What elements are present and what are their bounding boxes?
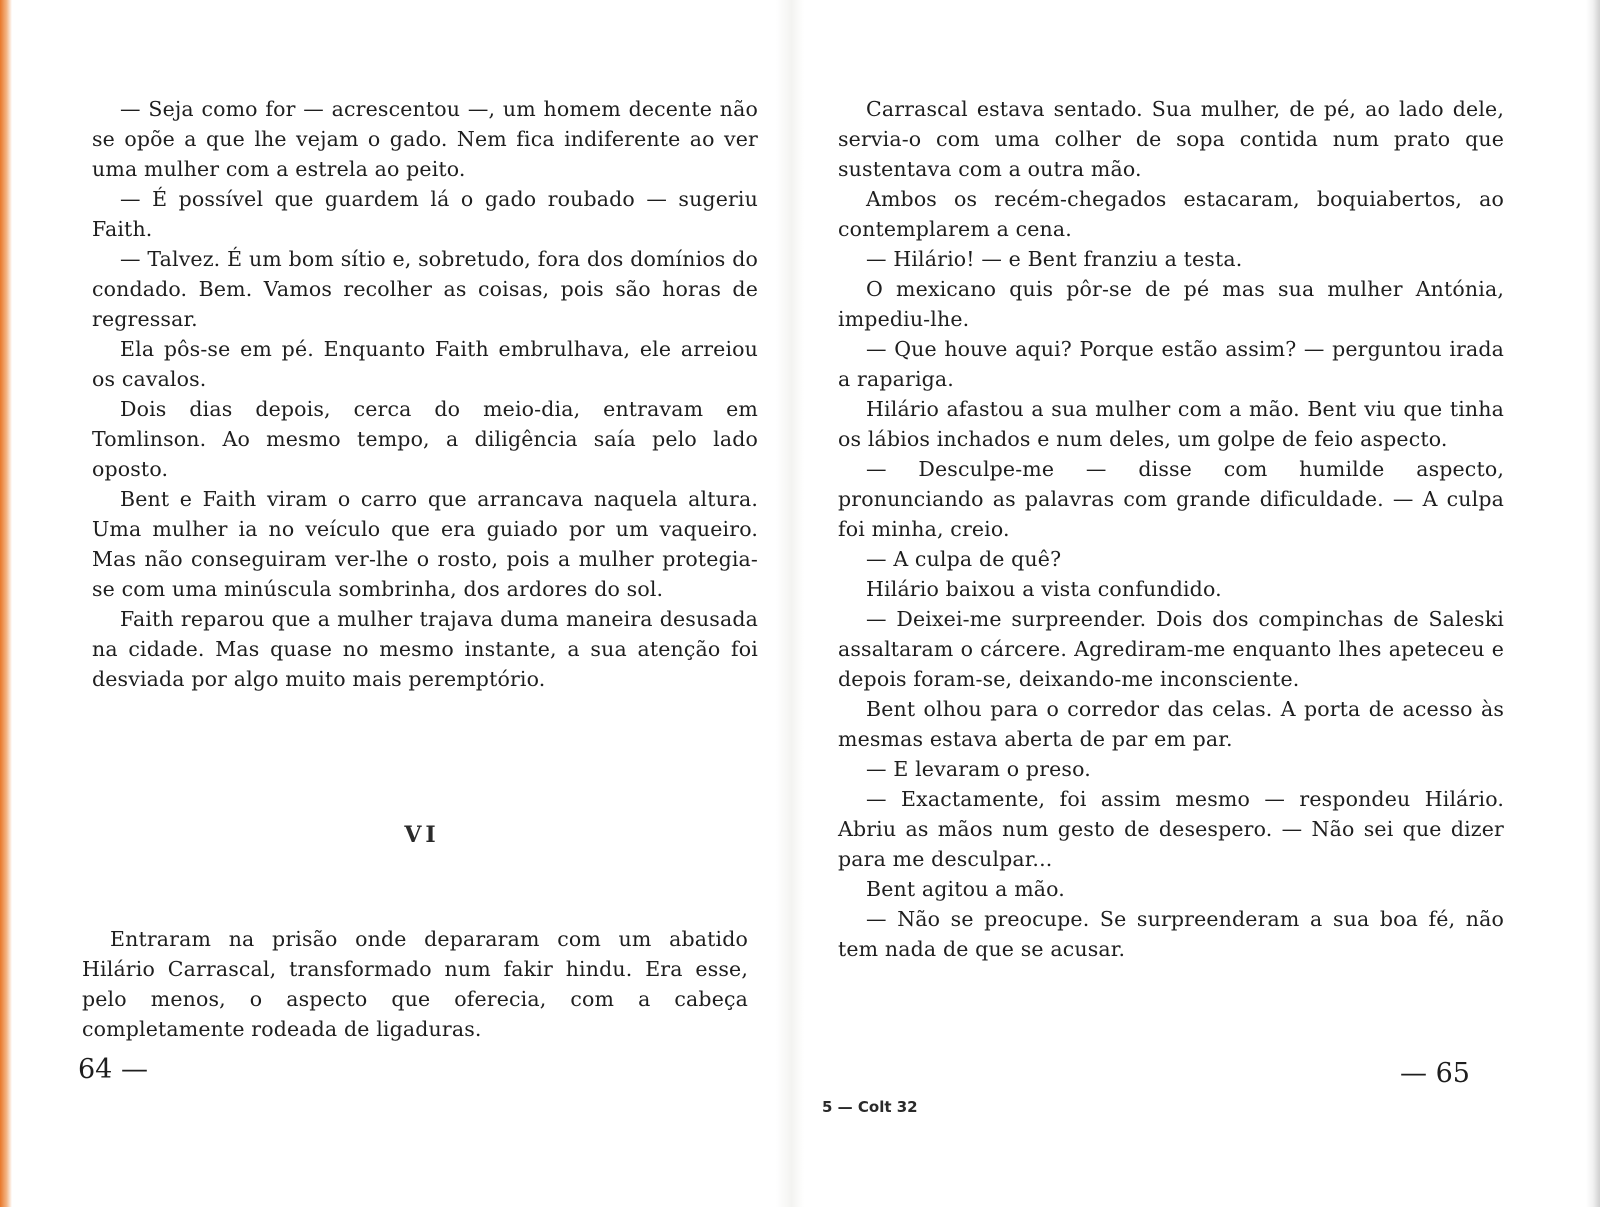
page-number-right: — 65 bbox=[1400, 1058, 1470, 1089]
paragraph: — Que houve aqui? Porque estão assim? — perguntou irada a rapariga. bbox=[838, 337, 1504, 391]
paragraph: — Exactamente, foi assim mesmo — respondeu Hilário. Abriu as mãos num gesto de desespero. — Não sei que dizer para me desculpar... bbox=[838, 787, 1504, 871]
left-page-text-top bbox=[92, 94, 758, 694]
paragraph: Dois dias depois, cerca do meio-dia, entravam em Tomlinson. Ao mesmo tempo, a diligência saía pelo lado oposto. bbox=[92, 397, 758, 481]
paragraph: Carrascal estava sentado. Sua mulher, de pé, ao lado dele, servia-o com uma colher de sopa contida num prato que sustentava com a outra mão. bbox=[838, 97, 1504, 181]
right-page-text bbox=[838, 94, 1504, 964]
paragraph: Bent e Faith viram o carro que arrancava naquela altura. Uma mulher ia no veículo que era guiado por um vaqueiro. Mas não conseguiram ver-lhe o rosto, pois a mulher protegia-se com uma minúscula sombrinha, dos ardores do sol. bbox=[92, 487, 758, 601]
left-page bbox=[0, 0, 790, 1207]
paragraph: — Hilário! — e Bent franziu a testa. bbox=[866, 247, 1243, 271]
left-page-text-bottom bbox=[82, 924, 748, 1044]
chapter-heading: VI bbox=[404, 822, 440, 848]
paragraph: Bent agitou a mão. bbox=[866, 877, 1065, 901]
paragraph: — Desculpe-me — disse com humilde aspecto, pronunciando as palavras com grande dificuldade. — A culpa foi minha, creio. bbox=[838, 457, 1504, 541]
paragraph: Hilário baixou a vista confundido. bbox=[866, 577, 1222, 601]
paragraph: Entraram na prisão onde depararam com um abatido Hilário Carrascal, transformado num fakir hindu. Era esse, pelo menos, o aspecto que oferecia, com a cabeça completamente rodeada de ligaduras. bbox=[82, 927, 748, 1041]
paragraph: — É possível que guardem lá o gado roubado — sugeriu Faith. bbox=[92, 187, 758, 241]
paragraph: Hilário afastou a sua mulher com a mão. Bent viu que tinha os lábios inchados e num deles, um golpe de feio aspecto. bbox=[838, 397, 1504, 451]
paragraph: Ambos os recém-chegados estacaram, boquiabertos, ao contemplarem a cena. bbox=[838, 187, 1504, 241]
paragraph: — Deixei-me surpreender. Dois dos compinchas de Saleski assaltaram o cárcere. Agrediram-me enquanto lhes apeteceu e depois foram-se, deixando-me inconsciente. bbox=[838, 607, 1504, 691]
paragraph: Bent olhou para o corredor das celas. A porta de acesso às mesmas estava aberta de par em par. bbox=[838, 697, 1504, 751]
paragraph: — Seja como for — acrescentou —, um homem decente não se opõe a que lhe vejam o gado. Nem fica indiferente ao ver uma mulher com a estrela ao peito. bbox=[92, 97, 758, 181]
paragraph: — E levaram o preso. bbox=[866, 757, 1091, 781]
paragraph: — A culpa de quê? bbox=[866, 547, 1062, 571]
paragraph: Ela pôs-se em pé. Enquanto Faith embrulhava, ele arreiou os cavalos. bbox=[92, 337, 758, 391]
paragraph: — Talvez. É um bom sítio e, sobretudo, fora dos domínios do condado. Bem. Vamos recolher as coisas, pois são horas de regressar. bbox=[92, 247, 758, 331]
right-page bbox=[806, 0, 1600, 1207]
page-number-left: 64 — bbox=[78, 1054, 148, 1085]
paragraph: Faith reparou que a mulher trajava duma maneira desusada na cidade. Mas quase no mesmo instante, a sua atenção foi desviada por algo muito mais peremptório. bbox=[92, 607, 758, 691]
paragraph: — Não se preocupe. Se surpreenderam a sua boa fé, não tem nada de que se acusar. bbox=[838, 907, 1504, 961]
paragraph: O mexicano quis pôr-se de pé mas sua mulher Antónia, impediu-lhe. bbox=[838, 277, 1504, 331]
printer-signature-mark: 5 — Colt 32 bbox=[822, 1098, 918, 1116]
